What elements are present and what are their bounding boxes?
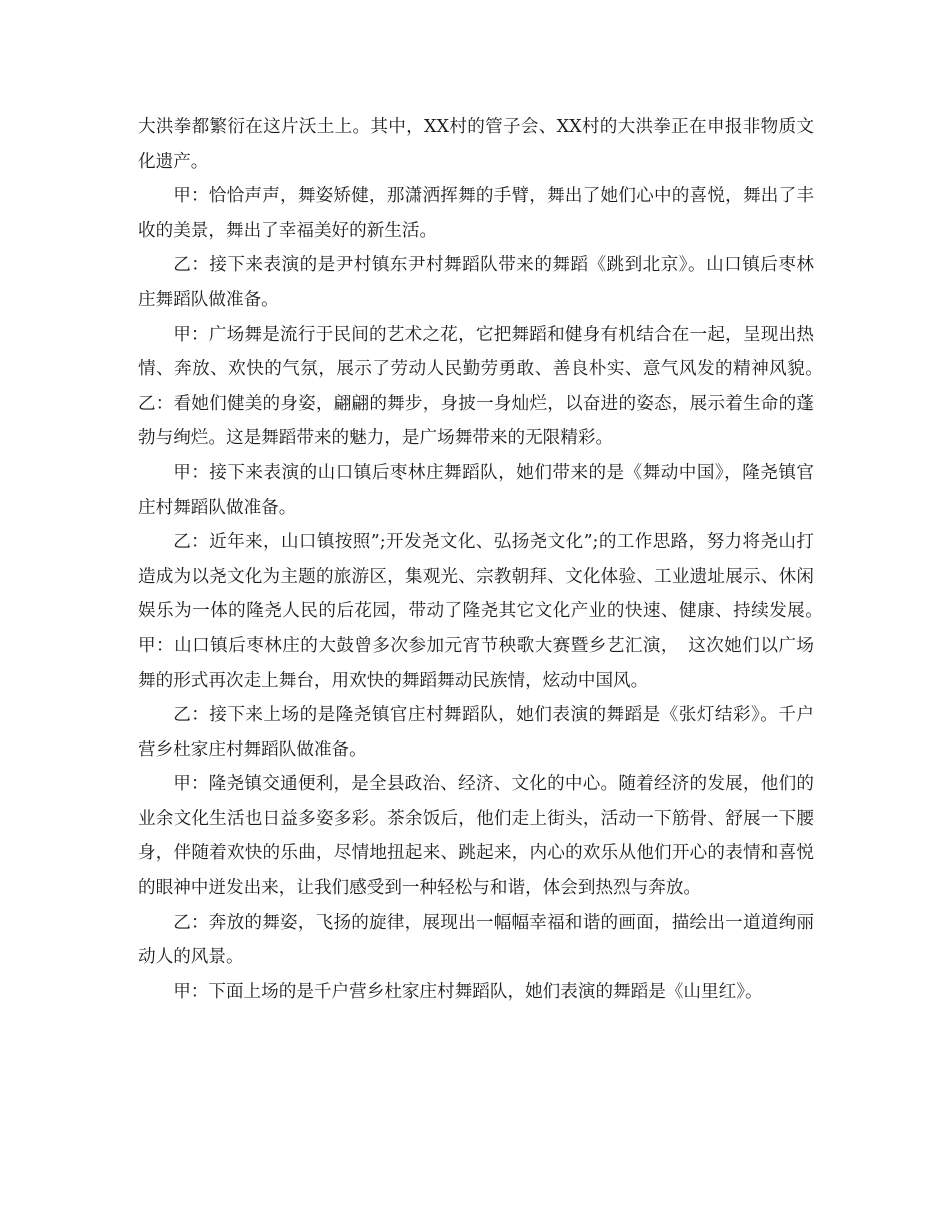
- paragraph-6: 乙：近年来，山口镇按照”;开发尧文化、弘扬尧文化”;的工作思路，努力将尧山打造成为以尧文化为主题的旅游区，集观光、宗教朝拜、文化体验、工业遗址展示、休闲娱乐为一体的隆尧人民的后花园，带动了隆尧其它文化产业的快速、健康、持续发展。 甲：山口镇后枣林庄的大鼓曾多次参加元宵节秧歌大赛暨乡艺汇演， 这次她们以广场舞的形式再次走上舞台，用欢快的舞蹈舞动民族情，炫动中国风。: [138, 532, 832, 691]
- paragraph-3: 乙：接下来表演的是尹村镇东尹村舞蹈队带来的舞蹈《跳到北京》。山口镇后枣林庄舞蹈队做准备。: [138, 255, 814, 310]
- paragraph-5: 甲：接下来表演的山口镇后枣林庄舞蹈队，她们带来的是《舞动中国》，隆尧镇官庄村舞蹈队做准备。: [138, 462, 814, 518]
- paragraph-10: 甲：下面上场的是千户营乡杜家庄村舞蹈队，她们表演的舞蹈是《山里红》。: [173, 981, 763, 1002]
- paragraph-4: 甲：广场舞是流行于民间的艺术之花，它把舞蹈和健身有机结合在一起，呈现出热情、奔放、欢快的气氛，展示了劳动人民勤劳勇敢、善良朴实、意气风发的精神风貌。 乙：看她们健美的身姿，翩翩的舞步，身披一身灿烂，以奋进的姿态，展示着生命的蓬勃与绚烂。这是舞蹈带来的魅力，是广场舞带来的无限精彩。: [138, 324, 832, 449]
- paragraph-9: 乙：奔放的舞姿，飞扬的旋律，展现出一幅幅幸福和谐的画面，描绘出一道道绚丽动人的风景。: [138, 912, 814, 968]
- paragraph-8: 甲：隆尧镇交通便利，是全县政治、经济、文化的中心。随着经济的发展，他们的业余文化生活也日益多姿多彩。茶余饭后，他们走上街头，活动一下筋骨、舒展一下腰身，伴随着欢快的乐曲，尽情地扭起来、跳起来，内心的欢乐从他们开心的表情和喜悦的眼神中迸发出来，让我们感受到一种轻松与和谐，体会到热烈与奔放。: [138, 774, 814, 899]
- paragraph-2: 甲：恰恰声声，舞姿矫健，那潇洒挥舞的手臂，舞出了她们心中的喜悦，舞出了丰收的美景，舞出了幸福美好的新生活。: [138, 186, 814, 241]
- paragraph-7: 乙：接下来上场的是隆尧镇官庄村舞蹈队，她们表演的舞蹈是《张灯结彩》。千户营乡杜家庄村舞蹈队做准备。: [138, 705, 814, 760]
- paragraph-1: 大洪拳都繁衍在这片沃土上。其中，XX村的管子会、XX村的大洪拳正在申报非物质文化遗产。: [138, 117, 814, 172]
- document-body: [138, 110, 832, 1009]
